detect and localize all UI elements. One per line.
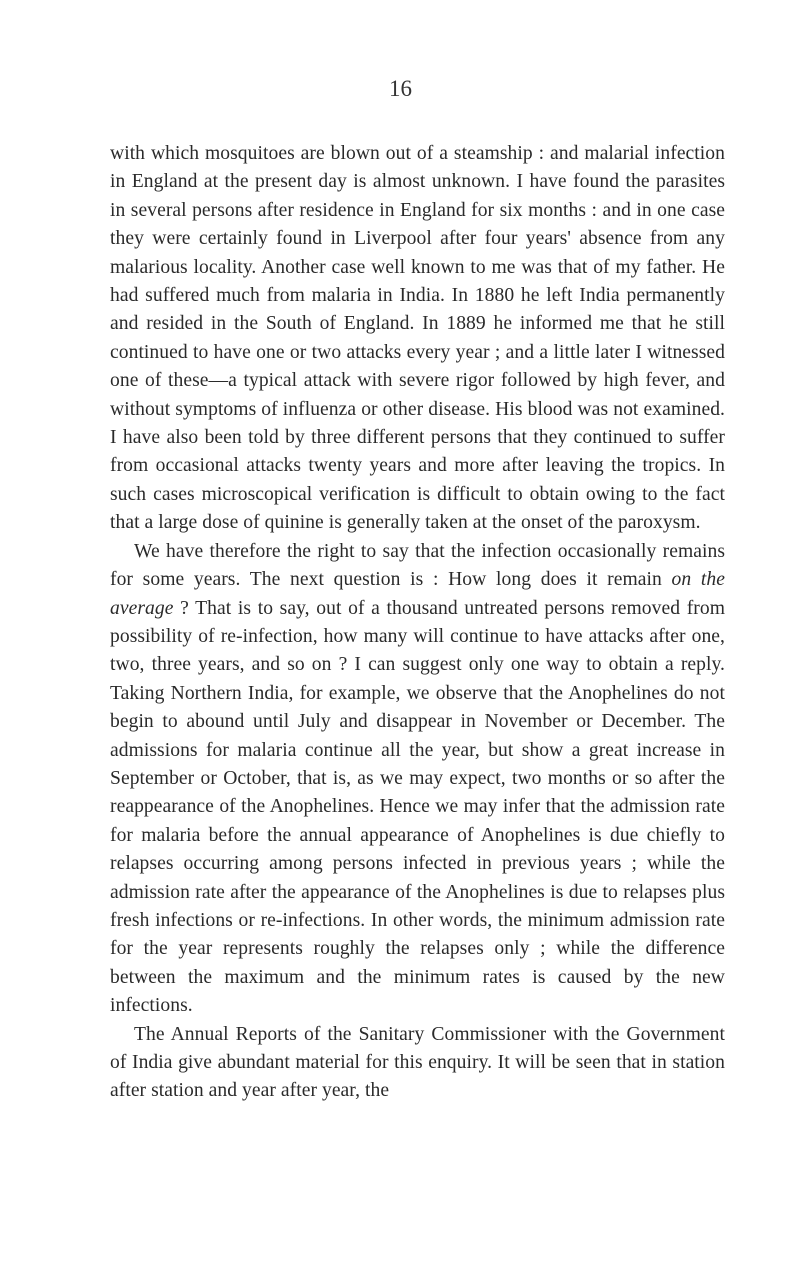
paragraph-2-text-end: ? That is to say, out of a thousand untreated persons removed from possibility of re-infection, how many will continue to have attacks after one, two, three years, and so on ? I can suggest only one way to obtain a reply. Taking Northern India, for example, we observe that the Anophelines do not begin to abound until July and disappear in November or December. The admissions for malaria continue all the year, but show a great increase in September or October, that is, as we may expect, two months or so after the reappearance of the Anophelines. Hence we may infer that the admission rate for malaria before the annual appearance of Anophelines is due chiefly to relapses occurring among persons infected in previous years ; while the admission rate after the appearance of the Anophelines is due to relapses plus fresh infections or re-infections. In other words, the minimum admission rate for the year represents roughly the relapses only ; while the difference between the maximum and the minimum rates is caused by the new infections.: [110, 597, 725, 1017]
body-text: [110, 140, 725, 1106]
paragraph-3: [110, 1021, 725, 1106]
paragraph-2: [110, 538, 725, 1021]
paragraph-1-text: with which mosquitoes are blown out of a steamship : and malarial infection in England at the present day is almost unknown. I have found the parasites in several persons after residence in England for six months : and in one case they were certainly found in Liverpool after four years' absence from any malarious locality. Another case well known to me was that of my father. He had suffered much from malaria in India. In 1880 he left India permanently and resided in the South of England. In 1889 he informed me that he still continued to have one or two attacks every year ; and a little later I witnessed one of these—a typical attack with severe rigor followed by high fever, and without symptoms of influenza or other disease. His blood was not examined. I have also been told by three different persons that they continued to suffer from occasional attacks twenty years and more after leaving the tropics. In such cases microscopical verification is difficult to obtain owing to the fact that a large dose of quinine is generally taken at the onset of the paroxysm.: [110, 143, 725, 534]
page-number: 16: [389, 76, 412, 101]
paragraph-2-emphasis: on the average: [110, 569, 725, 619]
paragraph-2-text-start: We have therefore the right to say that the infection occasionally remains for some years. The next question is : How long does it remain: [110, 540, 725, 591]
paragraph-1: [110, 140, 725, 538]
paragraph-3-text: The Annual Reports of the Sanitary Commissioner with the Government of India give abundant material for this enquiry. It will be seen that in station after station and year after year, the: [110, 1023, 725, 1102]
